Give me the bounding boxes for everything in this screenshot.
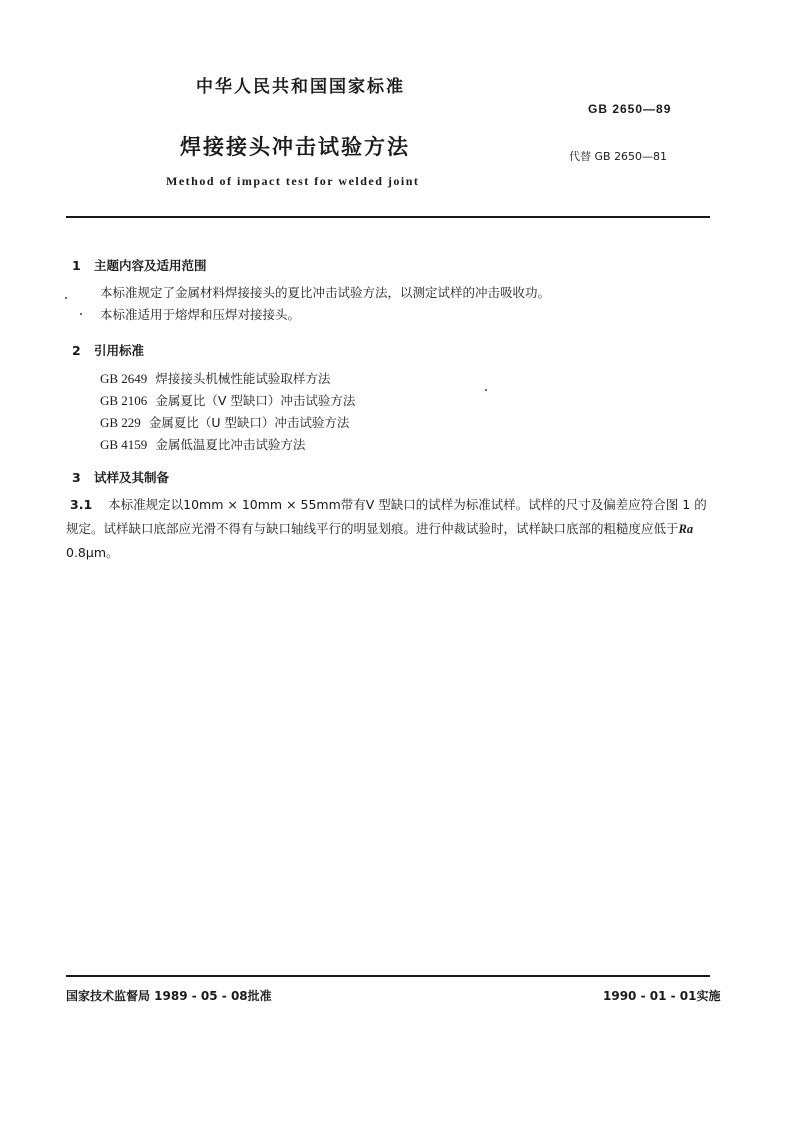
reference-item xyxy=(100,435,305,453)
clause-number: 3.1 xyxy=(70,497,93,512)
roughness-value: 0.8μm。 xyxy=(66,545,119,560)
section-1-paragraph-1: 本标准规定了金属材料焊接接头的夏比冲击试验方法，以测定试样的冲击吸收功。 xyxy=(100,285,551,300)
reference-title: 金属低温夏比冲击试验方法 xyxy=(155,437,306,452)
reference-code: GB 2106 xyxy=(100,393,148,408)
section-2-heading xyxy=(72,341,144,359)
reference-code: GB 2649 xyxy=(100,371,148,386)
header-divider xyxy=(66,216,710,218)
scan-speck xyxy=(65,297,67,299)
section-title: 主题内容及适用范围 xyxy=(94,258,207,273)
clause-3-1 xyxy=(66,493,710,565)
roughness-symbol: Ra xyxy=(678,522,694,536)
national-standard-heading: 中华人民共和国国家标准 xyxy=(196,77,405,97)
reference-item xyxy=(100,369,330,387)
section-number: 3 xyxy=(72,470,81,485)
section-number: 2 xyxy=(72,343,81,358)
scan-speck xyxy=(80,313,82,315)
approval-date: 国家技术监督局 1989 - 05 - 08批准 xyxy=(66,989,272,1003)
section-3-heading xyxy=(72,468,169,486)
section-title: 引用标准 xyxy=(94,343,145,358)
reference-code: GB 229 xyxy=(100,415,141,430)
replaces-standard: 代替 GB 2650—81 xyxy=(569,150,668,163)
document-title-en: Method of impact test for welded joint xyxy=(166,174,420,188)
reference-code: GB 4159 xyxy=(100,437,148,452)
footer-divider xyxy=(66,975,710,977)
section-1-paragraph-2: 本标准适用于熔焊和压焊对接接头。 xyxy=(100,307,301,322)
reference-title: 金属夏比（V 型缺口）冲击试验方法 xyxy=(155,393,356,408)
document-title-cn: 焊接接头冲击试验方法 xyxy=(180,134,410,159)
clause-text: 本标准规定以10mm × 10mm × 55mm带有V 型缺口的试样为标准试样。试样的尺寸及偏差应符合图 1 的规定。试样缺口底部应光滑不得有与缺口轴线平行的明显划痕。进行仲裁试验时，试样缺口底部的粗糙度应低于 xyxy=(66,497,707,536)
section-1-heading xyxy=(72,256,207,274)
section-title: 试样及其制备 xyxy=(94,470,170,485)
standard-code: GB 2650—89 xyxy=(588,102,672,116)
reference-title: 金属夏比（U 型缺口）冲击试验方法 xyxy=(148,415,350,430)
reference-title: 焊接接头机械性能试验取样方法 xyxy=(155,371,331,386)
implementation-date: 1990 - 01 - 01实施 xyxy=(603,989,721,1003)
reference-item xyxy=(100,413,349,431)
reference-item xyxy=(100,391,355,409)
scan-speck xyxy=(485,389,487,391)
section-number: 1 xyxy=(72,258,81,273)
